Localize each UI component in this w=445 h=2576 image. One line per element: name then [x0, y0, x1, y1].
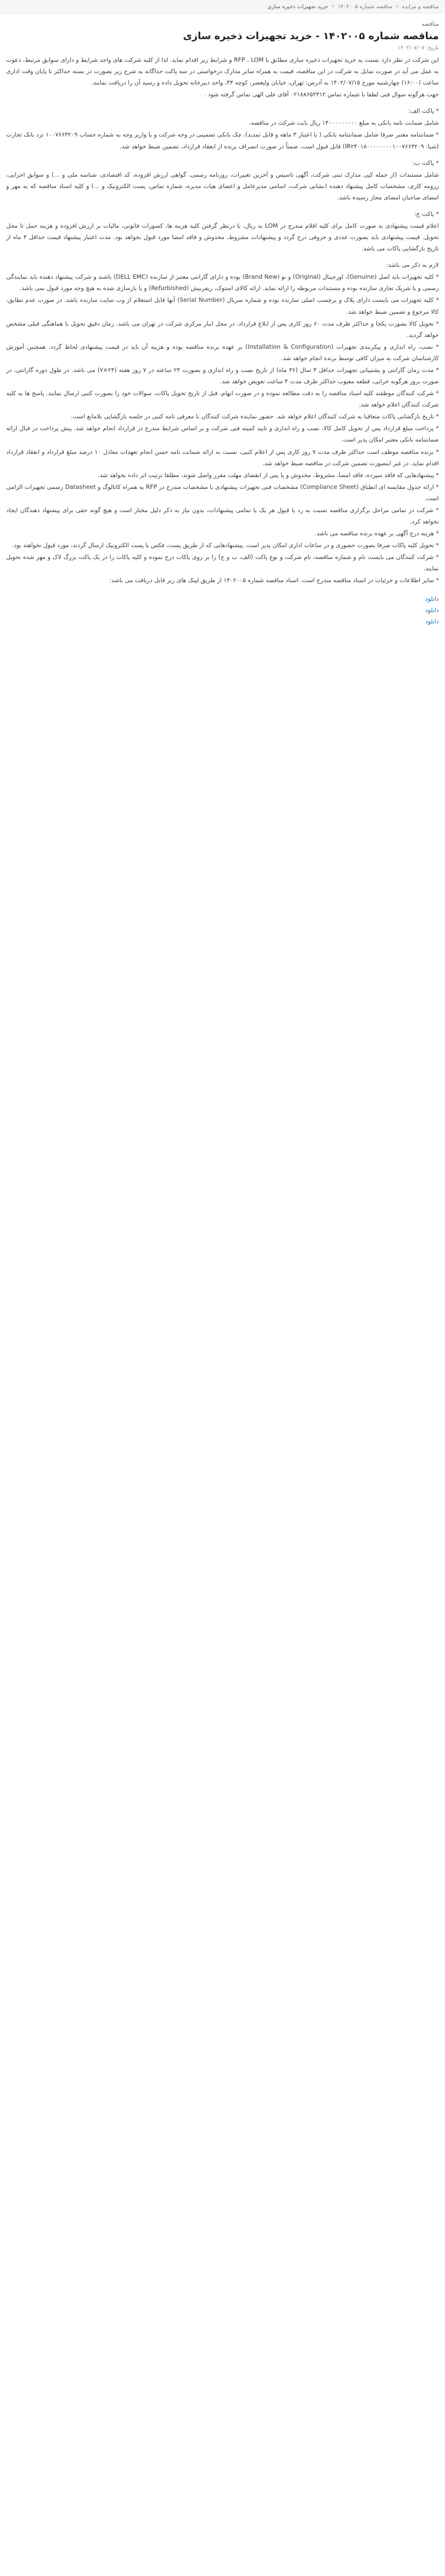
breadcrumb-item-tender-number[interactable]: مناقصه شماره ۱۴۰۲۰۰۵ — [337, 3, 393, 10]
breadcrumb-item-tenders[interactable]: مناقصه و مزایده — [402, 3, 439, 10]
paragraph-note: * شرکت در تمامی مراحل برگزاری مناقصه نسبت به رد یا قبول هر یک یا تمامی پیشنهادات، بدون نیاز به ذکر دلیل مختار است و هیچ گونه حقی برای پیشنهاد دهندگان ایجاد نخواهد کرد. — [6, 506, 439, 525]
paragraph-note: * تحویل کلیه پاکات صرفا بصورت حضوری و در ساعات اداری امکان پذیر است. پیشنهادهایی که از طریق پست، فکس یا پست الکترونیک ارسال گردند، مورد قبول نخواهند بود. — [12, 541, 439, 549]
paragraph-note: * ارائه جدول مقایسه ای انطباق (Compliance Sheet) مشخصات فنی تجهیزات پیشنهادی با مشخصات مندرج در RFP به همراه کاتالوگ و Datasheet رسمی تجهیزات الزامی است. — [6, 483, 439, 502]
breadcrumb-separator: « — [395, 4, 399, 9]
page-title: مناقصه شماره ۱۴۰۲۰۰۵ - خرید تجهیزات ذخیره سازی — [183, 30, 439, 42]
paragraph-envelope-a-heading: * پاکت الف: — [408, 107, 439, 115]
paragraph-note: * هزینه درج آگهی بر عهده برنده مناقصه می باشد. — [315, 530, 439, 537]
paragraph-guarantee: * ضمانتنامه معتبر صرفا شامل ضمانتنامه بانکی ( یا اعتبار ۳ ماهه و قابل تمدید)، چک بانکی تضمینی در وجه شرکت و یا واریز وجه به شماره حساب ۱۰۰۷۶۶۳۲۰۹ نزد بانک تجارت (شبا: IR۲۴۰۱۸۰۰۰۰۰۰۰۰۱۰۰۷۶۶۳۲۰۹) قابل قبول است. ضمناً در صورت انصراف برنده از انعقاد قرارداد، تضمین ضبط خواهد شد. — [6, 131, 439, 150]
paragraph-note: * شرکت کنندگان موظفند کلیه اسناد مناقصه را به دقت مطالعه نموده و در صورت ابهام، قبل از تاریخ تحویل پاکات، سوالات خود را بصورت کتبی ارسال نمایند. پاسخ ها به کلیه شرکت کنندگان اعلام خواهد شد. — [6, 389, 439, 409]
paragraph-envelope-c-heading: * پاکت ج: — [414, 210, 439, 217]
paragraph-documents: * سایر اطلاعات و جزئیات در اسناد مناقصه مندرج است. اسناد مناقصه شماره ۱۴۰۲۰۰۵ از طریق لینک های زیر قابل دریافت می باشد: — [109, 577, 439, 584]
paragraph-note: * کلیه تجهیزات باید اصل (Genuine)، اورجینال (Original) و نو (Brand New) بوده و دارای گارانتی معتبر از سازنده (DELL EMC) باشند و شرکت پیشنهاد دهنده باید نمایندگی رسمی و یا شریک تجاری سازنده بوده و مستندات مربوطه را ارائه نماید. ارائه کالای استوک، ریفربیش (Refurbished) و یا بازسازی شده به هیچ وجه مورد قبول نمی باشد. — [6, 273, 439, 292]
paragraph-note: * پرداخت مبلغ قرارداد پس از تحویل کامل کالا، نصب و راه اندازی و تایید کمیته فنی شرکت و بر اساس شرایط مندرج در قرارداد انجام خواهد شد. پیش پرداخت در قبال ارائه ضمانتنامه بانکی معتبر امکان پذیر است. — [6, 425, 439, 444]
paragraph-note: * شرکت کنندگان می بایست نام و شماره مناقصه، نام شرکت و نوع پاکت (الف، ب و ج) را بر روی پاکات درج نموده و کلیه پاکات را در یک پاکت بزرگ لاک و مهر شده تحویل نمایند. — [6, 553, 439, 572]
paragraph-note: * نصب، راه اندازی و پیکربندی تجهیزات (Installation & Configuration) بر عهده برنده مناقصه بوده و هزینه آن باید در قیمت پیشنهادی لحاظ گردد. همچنین آموزش کارشناسان شرکت به میزان کافی توسط برنده انجام خواهد شد. — [6, 343, 439, 362]
download-link-1[interactable]: دانلود — [425, 595, 439, 603]
publish-date: تاریخ: ۱۴۰۲/۰۷/۰۷ — [398, 45, 439, 51]
paragraph-notes-heading: لازم به ذکر می باشد: — [386, 261, 439, 269]
category-tag[interactable]: مناقصه — [421, 21, 439, 27]
paragraph-envelope-c: اعلام قیمت پیشنهادی به صورت کامل برای کلیه اقلام مندرج در LOM به ریال، با درنظر گرفتن کلیه هزینه ها، کسورات قانونی، مالیات بر ارزش افزوده و هزینه حمل تا محل تحویل. قیمت پیشنهادی باید بصورت عددی و حروفی درج گردد و پیشنهادات مشروط، مخدوش و فاقد امضا مورد قبول نخواهد بود. مدت اعتبار پیشنهاد قیمت حداقل ۳ ماه از تاریخ بازگشایی پاکات می باشد. — [6, 222, 439, 252]
paragraph-intro: این شرکت در نظر دارد نسبت به خرید تجهیزات ذخیره سازی مطابق با RFP ، LOM و شرایط زیر اقدام نماید. لذا از کلیه شرکت های واجد شرایط و دارای سوابق مرتبط، دعوت به عمل می آید در صورت تمایل به شرکت در این مناقصه، قیمت به همراه سایر مدارک درخواستی در سه پاکت جداگانه به شرح زیر بصورت در بسته حداکثر تا پایان وقت اداری ساعت (۱۶:۰۰) چهارشنبه مورخ ۱۴۰۲/۰۷/۱۵ به آدرس: تهران، خیابان ولیعصر، کوچه ۴۳، واحد دبیرخانه تحویل داده و رسید آن را دریافت نمایند. — [6, 56, 439, 87]
paragraph-envelope-b: شامل مستندات (از جمله کپی مدارک ثبتی شرکت، آگهی تاسیس و آخرین تغییرات، روزنامه رسمی، گواهی ارزش افزوده، کد اقتصادی، شناسه ملی و ...) و سوابق اجرایی، رزومه کاری، مشخصات کامل پیشنهاد دهنده (نشانی شرکت، اسامی مدیرعامل و اعضای هیات مدیره، شماره تماس، پست الکترونیک و ...) و کلیه اسناد مناقصه که به مهر و امضای صاحبان امضای مجاز رسیده باشد. — [6, 171, 439, 201]
paragraph-note: * پیشنهادهایی که فاقد سپرده، فاقد امضا، مشروط، مخدوش و یا پس از انقضای مهلت مقرر واصل شوند، مطلقا ترتیب اثر داده نخواهد شد. — [97, 471, 439, 479]
breadcrumb-separator: « — [331, 4, 335, 9]
download-link-3[interactable]: دانلود — [425, 618, 439, 625]
article-body — [0, 51, 445, 586]
breadcrumb — [0, 0, 445, 13]
paragraph-envelope-a: شامل ضمانت نامه بانکی به مبلغ ۱۴۰۰۰۰۰۰۰۰۰ ریال بابت شرکت در مناقصه. — [249, 119, 439, 127]
paragraph-note: * برنده مناقصه موظف است حداکثر ظرف مدت ۷ روز کاری پس از اعلام کتبی، نسبت به ارائه ضمانت نامه حسن انجام تعهدات معادل ۱۰ درصد مبلغ قرارداد و انعقاد قرارداد اقدام نماید. در غیر اینصورت تضمین شرکت در مناقصه ضبط خواهد شد. — [6, 448, 439, 467]
breadcrumb-item-current: خرید تجهیزات ذخیره سازی — [267, 3, 328, 10]
download-links — [0, 586, 445, 628]
paragraph-note: * مدت زمان گارانتی و پشتیبانی تجهیزات حداقل ۳ سال (۳۶ ماه) از تاریخ نصب و راه اندازی و بصورت ۲۴ ساعته در ۷ روز هفته (۲۴×۷) می باشد. در طول دوره گارانتی، در صورت بروز هرگونه خرابی، قطعه معیوب حداکثر ظرف مدت ۴ ساعت تعویض خواهد شد. — [6, 366, 439, 385]
paragraph-note: * تحویل کالا بصورت یکجا و حداکثر ظرف مدت ۶۰ روز کاری پس از ابلاغ قرارداد، در محل انبار مرکزی شرکت در تهران می باشد. زمان دقیق تحویل با هماهنگی قبلی مشخص خواهد گردید. — [6, 319, 439, 338]
paragraph-note: * کلیه تجهیزات می بایست دارای پلاک و برچسب اصلی سازنده بوده و شماره سریال (Serial Number) آنها قابل استعلام از وب سایت سازنده باشد. در صورت عدم تطابق، کالا مرجوع و تضمین ضبط خواهد شد. — [6, 296, 439, 315]
download-link-2[interactable]: دانلود — [425, 606, 439, 614]
paragraph-note: * تاریخ بازگشایی پاکات متعاقبا به شرکت کنندگان اعلام خواهد شد. حضور نماینده شرکت کنندگان با معرفی نامه کتبی در جلسه بازگشایی بلامانع است. — [71, 413, 439, 420]
paragraph-contact: جهت هرگونه سوال فنی لطفا با شماره تماس ۰۲۱۸۸۶۵۲۳۱۲ آقای علی الهی تماس گرفته شود . — [204, 91, 439, 98]
paragraph-envelope-b-heading: * پاکت ب: — [412, 159, 439, 166]
